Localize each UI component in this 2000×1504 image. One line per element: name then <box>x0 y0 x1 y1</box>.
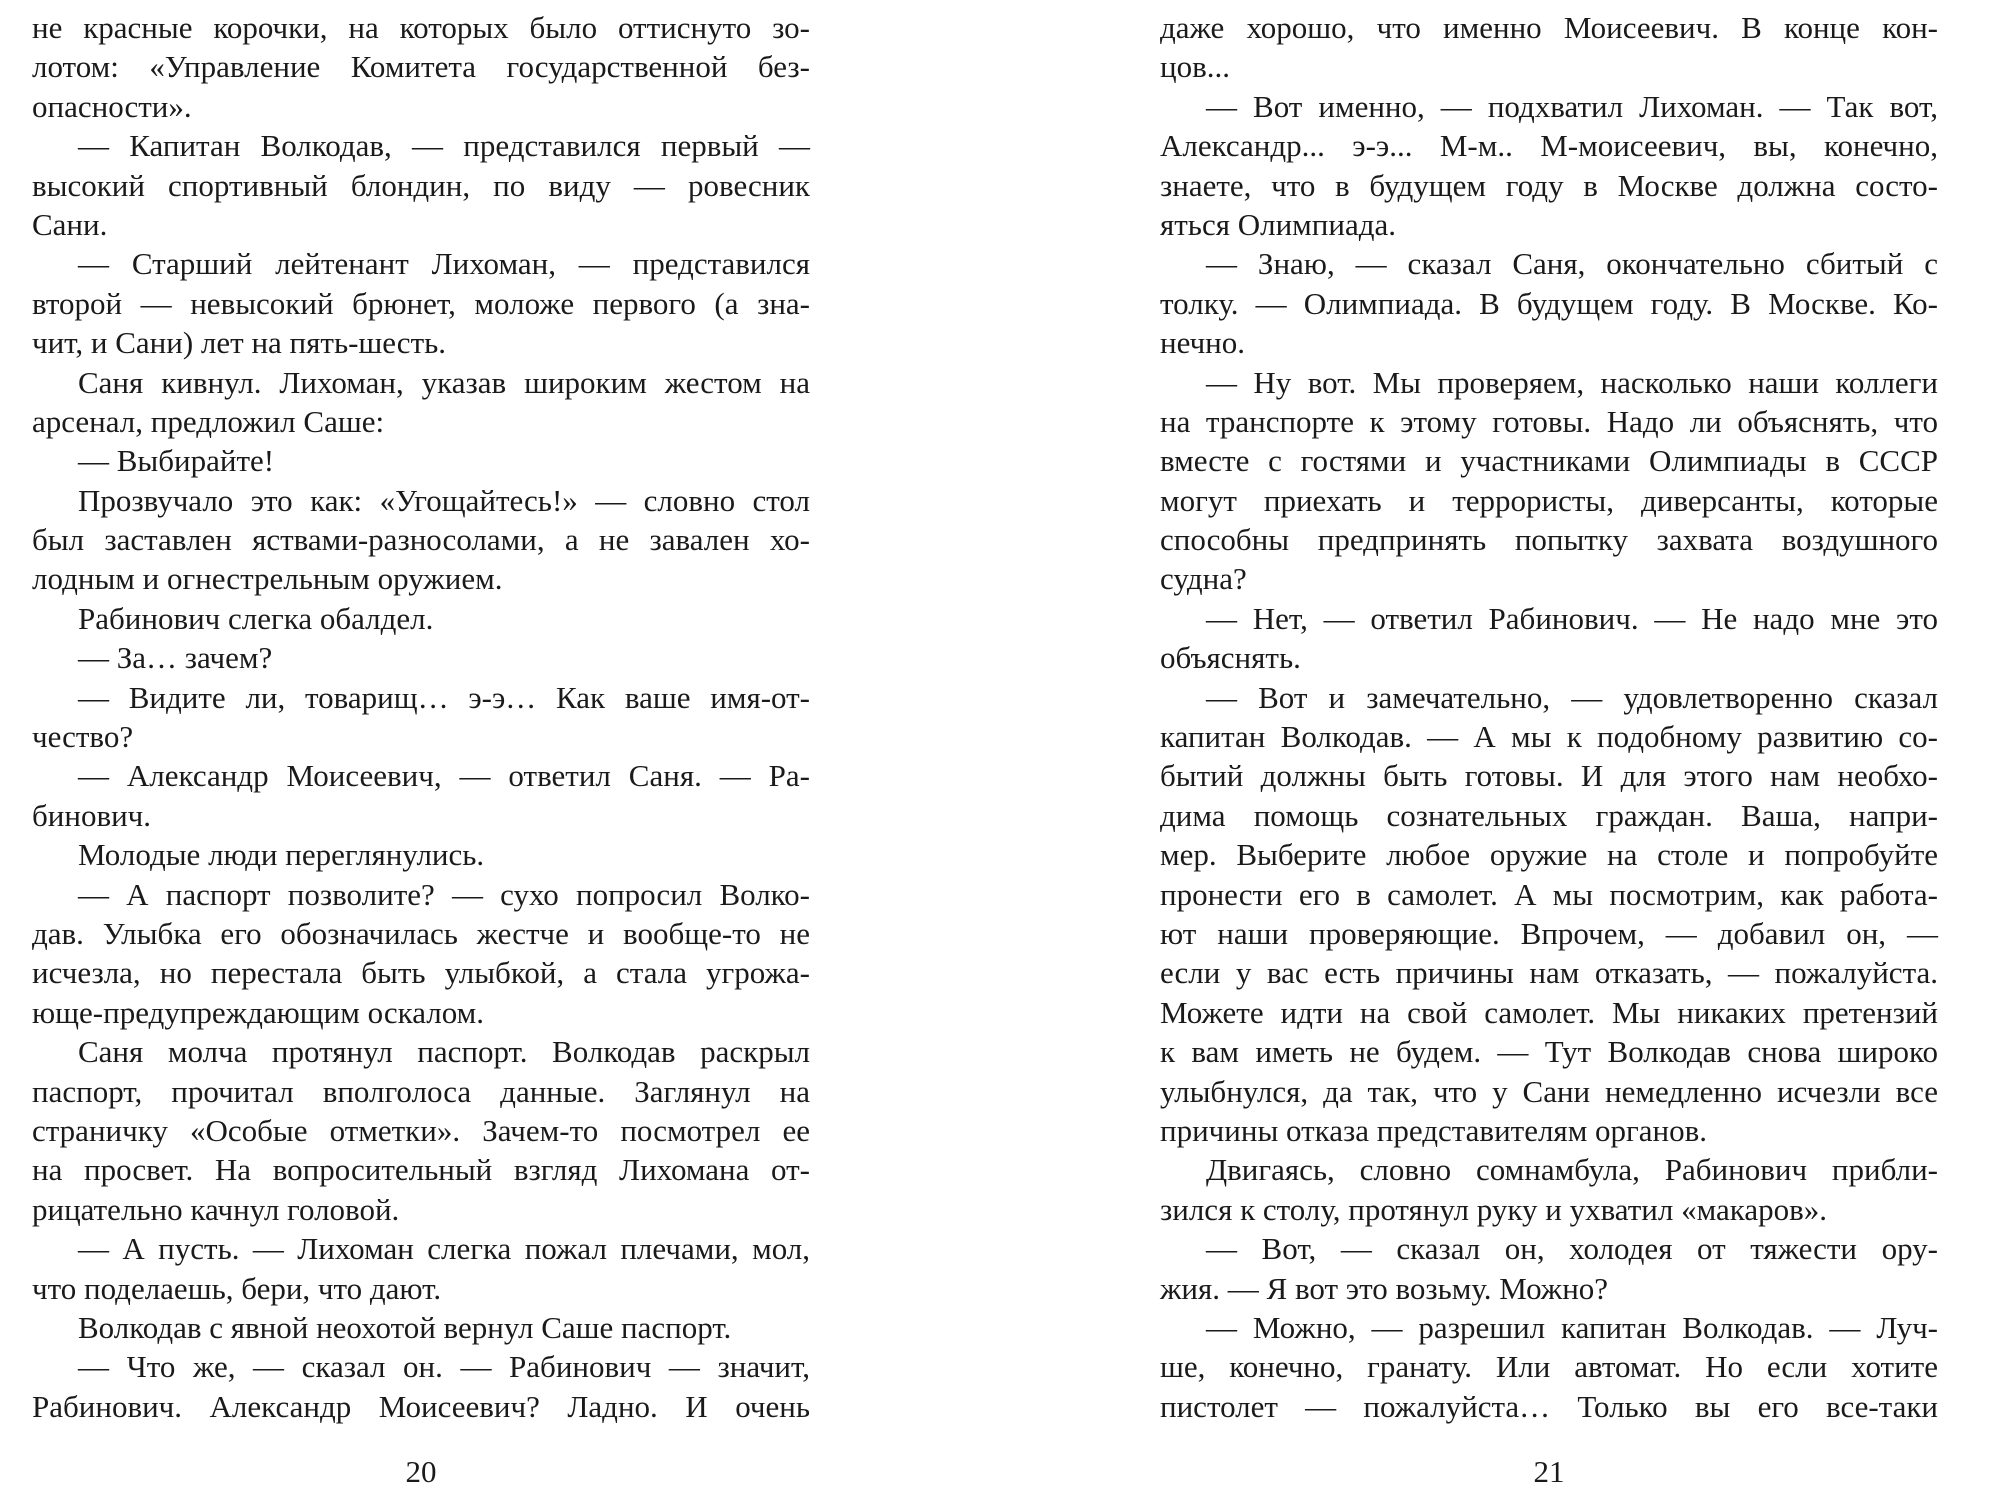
text-line: рицательно качнул головой. <box>32 1191 400 1227</box>
text-line: не красные корочки, на которых было оттиснуто зо- <box>32 10 810 45</box>
text-line: юще-предупреждающим оскалом. <box>32 994 485 1030</box>
text-line: способны предпринять попытку захвата воздушного <box>1160 522 1938 558</box>
text-line: зился к столу, протянул руку и ухватил «макаров». <box>1160 1191 1828 1227</box>
text-line: был заставлен яствами-разносолами, а не завален хо- <box>32 522 810 558</box>
text-line: — Александр Моисеевич, — ответил Саня. — Ра- <box>78 758 810 794</box>
text-line: ше, конечно, гранату. Или автомат. Но если хотите <box>1160 1349 1938 1385</box>
text-line: капитан Волкодав. — А мы к подобному развитию со- <box>1160 719 1938 755</box>
text-line: — Ну вот. Мы проверяем, насколько наши коллеги <box>1206 364 1938 400</box>
text-line: цов... <box>1160 49 1230 85</box>
text-line: — За… зачем? <box>78 640 273 676</box>
text-line: — А пусть. — Лихоман слегка пожал плечами, мол, <box>78 1231 810 1267</box>
right-page-text <box>1160 8 1938 1426</box>
left-page <box>32 0 810 1504</box>
text-line: Молодые люди переглянулись. <box>78 837 485 873</box>
text-line: — А паспорт позволите? — сухо попросил Волко- <box>78 876 810 912</box>
right-page <box>1160 0 1938 1504</box>
text-line: Рабинович слегка обалдел. <box>78 600 434 636</box>
text-line: мер. Выберите любое оружие на столе и попробуйте <box>1160 837 1938 873</box>
text-line: — Вот, — сказал он, холодея от тяжести ору- <box>1206 1231 1938 1267</box>
text-line: — Старший лейтенант Лихоман, — представился <box>78 246 810 282</box>
text-line: знаете, что в будущем году в Москве должна состо- <box>1160 167 1938 203</box>
text-line: чит, и Сани) лет на пять-шесть. <box>32 325 447 361</box>
text-line: — Выбирайте! <box>78 443 275 479</box>
text-line: бинович. <box>32 797 152 833</box>
text-line: Можете идти на свой самолет. Мы никаких претензий <box>1160 994 1938 1030</box>
text-line: Саня кивнул. Лихоман, указав широким жестом на <box>78 364 810 400</box>
text-line: дав. Улыбка его обозначилась жестче и вообще-то не <box>32 915 810 951</box>
text-line: — Можно, — разрешил капитан Волкодав. — Луч- <box>1206 1309 1938 1345</box>
text-line: на просвет. На вопросительный взгляд Лихомана от- <box>32 1152 810 1188</box>
text-line: если у вас есть причины нам отказать, — пожалуйста. <box>1160 955 1938 991</box>
text-line: Александр... э-э... М-м.. М-моисеевич, вы, конечно, <box>1160 128 1938 164</box>
text-line: Двигаясь, словно сомнамбула, Рабинович прибли- <box>1206 1152 1938 1188</box>
text-line: толку. — Олимпиада. В будущем году. В Москве. Ко- <box>1160 285 1938 321</box>
text-line: могут приехать и террористы, диверсанты, которые <box>1160 482 1938 518</box>
text-line: к вам иметь не будем. — Тут Волкодав снова широко <box>1160 1034 1938 1070</box>
left-page-number: 20 <box>405 1454 437 1489</box>
text-line: опасности». <box>32 88 192 124</box>
text-line: лодным и огнестрельным оружием. <box>32 561 503 597</box>
text-line: Рабинович. Александр Моисеевич? Ладно. И очень <box>32 1388 810 1424</box>
text-line: — Что же, — сказал он. — Рабинович — значит, <box>78 1349 810 1385</box>
text-line: вместе с гостями и участниками Олимпиады в СССР <box>1160 443 1938 479</box>
text-line: бытий должны быть готовы. И для этого нам необхо- <box>1160 758 1938 794</box>
text-line: — Вот именно, — подхватил Лихоман. — Так вот, <box>1206 88 1938 124</box>
text-line: ют наши проверяющие. Впрочем, — добавил он, — <box>1160 915 1938 951</box>
text-line: — Капитан Волкодав, — представился первый — <box>78 128 810 164</box>
text-line: нечно. <box>1160 325 1246 361</box>
text-line: Саня молча протянул паспорт. Волкодав раскрыл <box>78 1034 810 1070</box>
text-line: объяснять. <box>1160 640 1301 676</box>
left-page-text <box>32 8 810 1426</box>
text-line: причины отказа представителям органов. <box>1160 1112 1708 1148</box>
text-line: чество? <box>32 719 134 755</box>
text-line: улыбнулся, да так, что у Сани немедленно исчезли все <box>1160 1073 1938 1109</box>
text-line: — Знаю, — сказал Саня, окончательно сбитый с <box>1206 246 1938 282</box>
text-line: дима помощь сознательных граждан. Ваша, напри- <box>1160 797 1938 833</box>
text-line: даже хорошо, что именно Моисеевич. В конце кон- <box>1160 10 1938 45</box>
text-line: паспорт, прочитал вполголоса данные. Заглянул на <box>32 1073 810 1109</box>
text-line: — Видите ли, товарищ… э-э… Как ваше имя-от- <box>78 679 810 715</box>
text-line: яться Олимпиада. <box>1160 206 1396 242</box>
text-line: арсенал, предложил Саше: <box>32 403 385 439</box>
text-line: жия. — Я вот это возьму. Можно? <box>1160 1270 1609 1306</box>
text-line: — Вот и замечательно, — удовлетворенно сказал <box>1206 679 1938 715</box>
text-line: Сани. <box>32 206 108 242</box>
text-line: на транспорте к этому готовы. Надо ли объяснять, что <box>1160 403 1938 439</box>
text-line: лотом: «Управление Комитета государственной без- <box>32 49 810 85</box>
text-line: страничку «Особые отметки». Зачем-то посмотрел ее <box>32 1112 810 1148</box>
text-line: Прозвучало это как: «Угощайтесь!» — словно стол <box>78 482 810 518</box>
text-line: Волкодав с явной неохотой вернул Саше паспорт. <box>78 1309 732 1345</box>
text-line: высокий спортивный блондин, по виду — ровесник <box>32 167 810 203</box>
text-line: исчезла, но перестала быть улыбкой, а стала угрожа- <box>32 955 810 991</box>
right-page-number: 21 <box>1533 1454 1565 1489</box>
text-line: что поделаешь, бери, что дают. <box>32 1270 442 1306</box>
text-line: пронести его в самолет. А мы посмотрим, как работа- <box>1160 876 1938 912</box>
text-line: второй — невысокий брюнет, моложе первого (а зна- <box>32 285 810 321</box>
text-line: судна? <box>1160 561 1247 597</box>
text-line: пистолет — пожалуйста… Только вы его все-таки <box>1160 1388 1938 1424</box>
text-line: — Нет, — ответил Рабинович. — Не надо мне это <box>1206 600 1938 636</box>
